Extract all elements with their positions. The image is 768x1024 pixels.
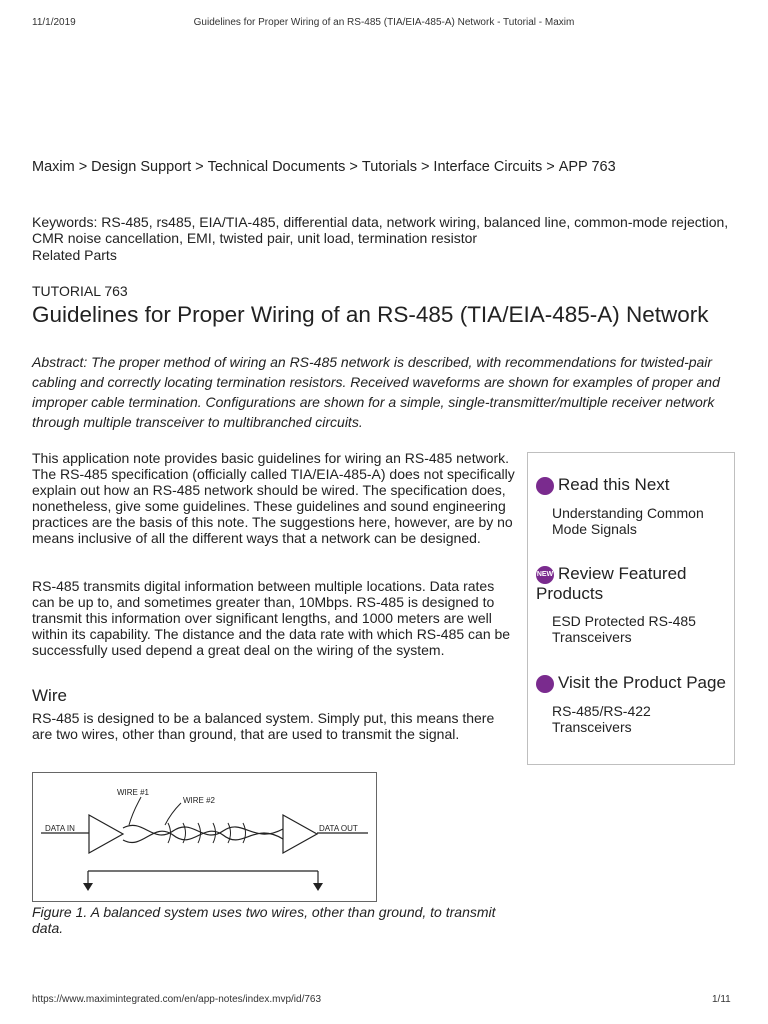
sidebar-product-page [536,673,732,735]
breadcrumb-design-support[interactable]: Design Support [91,159,192,175]
breadcrumb-maxim[interactable]: Maxim [32,159,75,175]
breadcrumb-current: APP 763 [558,159,616,175]
wire1-label: WIRE #1 [117,788,150,797]
tutorial-label: TUTORIAL 763 [32,283,128,299]
sidebar-heading-product-page: Visit the Product Page [558,673,726,692]
link-rs485-rs422[interactable]: RS-485/RS-422 Transceivers [552,702,651,735]
wire2-label: WIRE #2 [183,796,216,805]
ground-arrow-right-icon [313,883,323,891]
link-esd-protected[interactable]: ESD Protected RS-485 Transceivers [552,612,696,645]
driver-icon [89,815,123,853]
breadcrumb-tutorials[interactable]: Tutorials [361,159,417,175]
abstract: Abstract: The proper method of wiring an RS-485 network is described, with recommendations for twisted-pair cabling and correctly locating termination resistors. Received waveforms are shown for examples of proper and improper cable termination. Configurations are shown for a simple, single-transmitter/multiple receiver network through multiple transceiver to multibranched circuits. [32,354,720,430]
sidebar-featured-products [536,564,732,645]
wire-paragraph: RS-485 is designed to be a balanced system. Simply put, this means there are two wires, other than ground, that are used to transmit the signal. [32,710,495,742]
balanced-system-diagram [33,773,376,901]
footer-page-number: 1/11 [712,994,731,1005]
breadcrumb-technical-documents[interactable]: Technical Documents [207,159,346,175]
data-in-label: DATA IN [45,824,75,833]
keywords: Keywords: RS-485, rs485, EIA/TIA-485, differential data, network wiring, balanced line, common-mode rejection, CMR noise cancellation, EMI, twisted pair, unit load, termination resistor [32,214,729,246]
data-out-label: DATA OUT [319,824,358,833]
data-paragraph: RS-485 transmits digital information between multiple locations. Data rates can be up to, and sometimes greater than, 10Mbps. RS-485 is designed to transmit this information over significant lengths, and 1000 meters are well within its capability. The distance and the data rate with which RS-485 can be successfully used depend a great deal on the wiring of the system. [32,578,511,658]
receiver-icon [283,815,317,853]
wire-heading: Wire [32,686,67,705]
intro-paragraph: This application note provides basic guidelines for wiring an RS-485 network. The RS-485 specification (officially called TIA/EIA-485-A) does not specifically explain out how an RS-485 network should be wired. The specification does, nonetheless, give some guidelines. These guidelines and sound engineering practices are the basis of this note. The suggestions here, however, are by no means inclusive of all the different ways that a network can be designed. [32,450,515,546]
product-page-icon [536,675,554,693]
link-understanding-common-mode[interactable]: Understanding Common Mode Signals [552,504,704,537]
breadcrumb-interface-circuits[interactable]: Interface Circuits [433,159,543,175]
print-date: 11/1/2019 [32,17,76,28]
print-doc-title: Guidelines for Proper Wiring of an RS-485 (TIA/EIA-485-A) Network - Tutorial - Maxim [193,17,575,28]
figure-balanced-system [32,772,377,902]
breadcrumb: Maxim > Design Support > Technical Documents > Tutorials > Interface Circuits > APP 763 [32,159,616,175]
page-title: Guidelines for Proper Wiring of an RS-485 (TIA/EIA-485-A) Network [32,302,709,327]
read-next-icon [536,477,554,495]
sidebar-read-next [536,475,732,537]
sidebar-heading-featured: Review Featured Products [536,564,687,603]
ground-arrow-left-icon [83,883,93,891]
sidebar [527,452,735,765]
related-parts-link[interactable]: Related Parts [32,247,117,263]
footer-url: https://www.maximintegrated.com/en/app-notes/index.mvp/id/763 [32,994,322,1005]
sidebar-heading-read-next: Read this Next [558,475,670,494]
new-badge-icon: NEW [536,566,554,584]
figure-caption: Figure 1. A balanced system uses two wires, other than ground, to transmit data. [32,904,496,936]
